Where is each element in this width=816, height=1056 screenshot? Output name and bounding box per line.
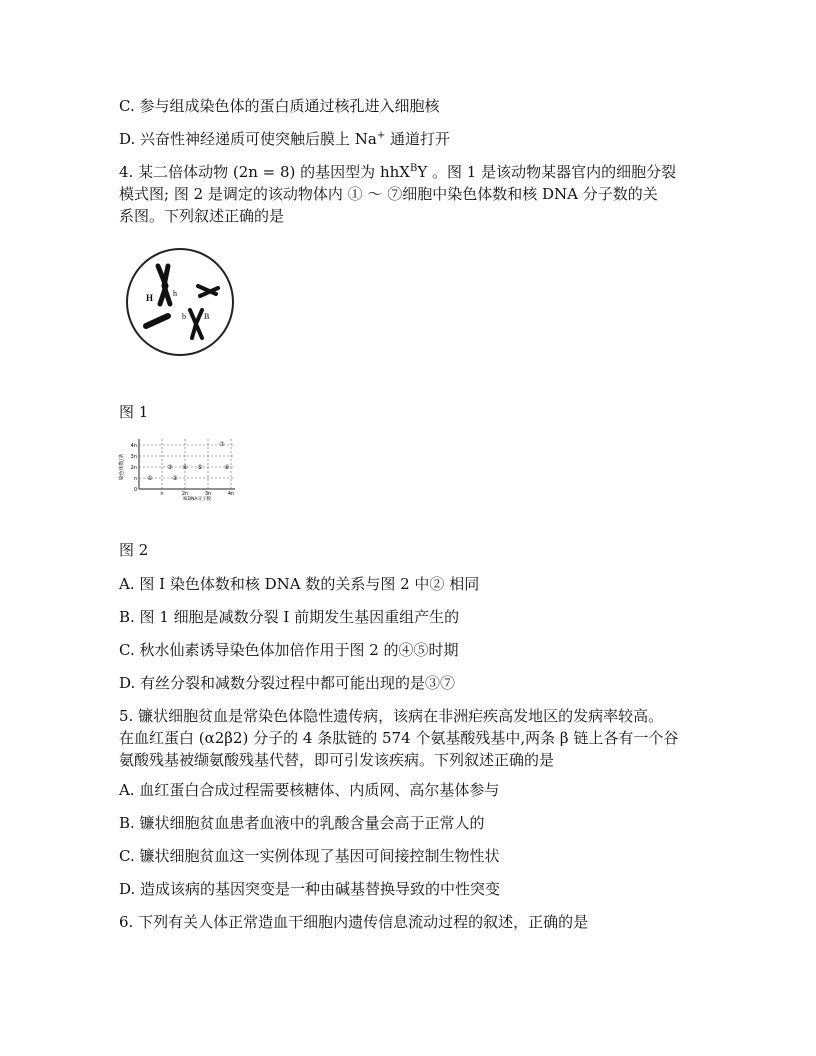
y-tick-0: 0 <box>133 487 137 493</box>
q4-option-d: D. 有丝分裂和减数分裂过程中都可能出现的是③⑦ <box>119 674 456 692</box>
q5-option-d: D. 造成该病的基因突变是一种由碱基替换导致的中性突变 <box>119 880 501 898</box>
point-7: ⑦ <box>219 441 225 448</box>
point-5: ⑤ <box>197 464 203 471</box>
option-1d-text-end: 通道打开 <box>385 130 451 148</box>
y-tick-3n: 3n <box>130 454 137 460</box>
y-tick-4n: 4n <box>130 443 137 449</box>
question-5-stem-line2: 在血红蛋白 (α2β2) 分子的 4 条肽链的 574 个氨基酸残基中,两条 β 链上各有一个谷 <box>119 729 679 747</box>
q5-option-c: C. 镰状细胞贫血这一实例体现了基因可间接控制生物性状 <box>119 847 500 865</box>
question-4-stem-line3: 系图。下列叙述正确的是 <box>119 207 285 225</box>
figure-1-caption: 图 1 <box>119 403 149 421</box>
cell-division-figure <box>124 246 236 358</box>
y-tick-n: n <box>133 476 137 482</box>
question-4-stem-line1 <box>119 161 676 183</box>
x-tick-n: n <box>160 491 164 497</box>
question-5-stem-line1: 5. 镰状细胞贫血是常染色体隐性遗传病，该病在非洲疟疾高发地区的发病率较高。 <box>119 707 664 725</box>
point-1: ① <box>147 475 153 482</box>
x-tick-4n: 4n <box>227 491 235 497</box>
chromosome-rod <box>146 316 168 326</box>
q4-text-end: Y 。图 1 是该动物某器官内的细胞分裂 <box>417 163 677 181</box>
gene-label-h-lower: h <box>173 289 177 298</box>
question-4-stem-line2: 模式图; 图 2 是调定的该动物体内 ① ～ ⑦细胞中染色体数和核 DNA 分子数的关 <box>119 185 658 203</box>
gene-label-b-lower: b <box>182 312 186 321</box>
point-4: ④ <box>182 464 188 471</box>
x-tick-2n: 2n <box>181 491 189 497</box>
chart-xlabel: 核DNA分子数 <box>183 497 211 501</box>
option-1d-text: D. 兴奋性神经递质可使突触后膜上 Na <box>119 130 377 148</box>
chromosome-pair-bb <box>190 310 202 338</box>
q4-option-c: C. 秋水仙素诱导染色体加倍作用于图 2 的④⑤时期 <box>119 641 459 659</box>
gene-label-h-upper: H <box>146 293 154 303</box>
question-6-stem: 6. 下列有关人体正常造血干细胞内遗传信息流动过程的叙述，正确的是 <box>119 913 589 931</box>
q5-option-a: A. 血红蛋白合成过程需要核糖体、内质网、高尔基体参与 <box>119 781 500 799</box>
q4-option-a: A. 图 I 染色体数和核 DNA 数的关系与图 2 中② 相同 <box>119 575 480 593</box>
chromosome-small-x <box>198 286 218 296</box>
q5-option-b: B. 镰状细胞贫血患者血液中的乳酸含量会高于正常人的 <box>119 814 485 832</box>
x-tick-3n: 3n <box>204 491 212 497</box>
chromosome-dna-chart <box>117 433 239 501</box>
question-5-stem-line3: 氨酸残基被缬氨酸残基代替，即可引发该疾病。下列叙述正确的是 <box>119 751 555 769</box>
option-1c: C. 参与组成染色体的蛋白质通过核孔进入细胞核 <box>119 97 440 115</box>
q4-text: 4. 某二倍体动物 (2n = 8) 的基因型为 hhX <box>119 163 410 181</box>
superscript-b: B <box>409 163 418 174</box>
figure-2-caption: 图 2 <box>119 541 149 559</box>
point-6: ⑥ <box>224 464 230 471</box>
chart-ylabel: 染色体数/条 <box>119 453 125 481</box>
cell-outline <box>127 249 233 355</box>
point-2: ② <box>172 475 178 482</box>
y-tick-2n: 2n <box>130 465 137 471</box>
option-1d <box>119 128 450 150</box>
superscript-plus: + <box>376 130 386 141</box>
gene-label-b-upper: B <box>204 312 210 321</box>
chromosome-pair-hh <box>158 266 170 304</box>
q4-option-b: B. 图 1 细胞是减数分裂 I 前期发生基因重组产生的 <box>119 608 460 626</box>
point-3: ③ <box>167 464 173 471</box>
